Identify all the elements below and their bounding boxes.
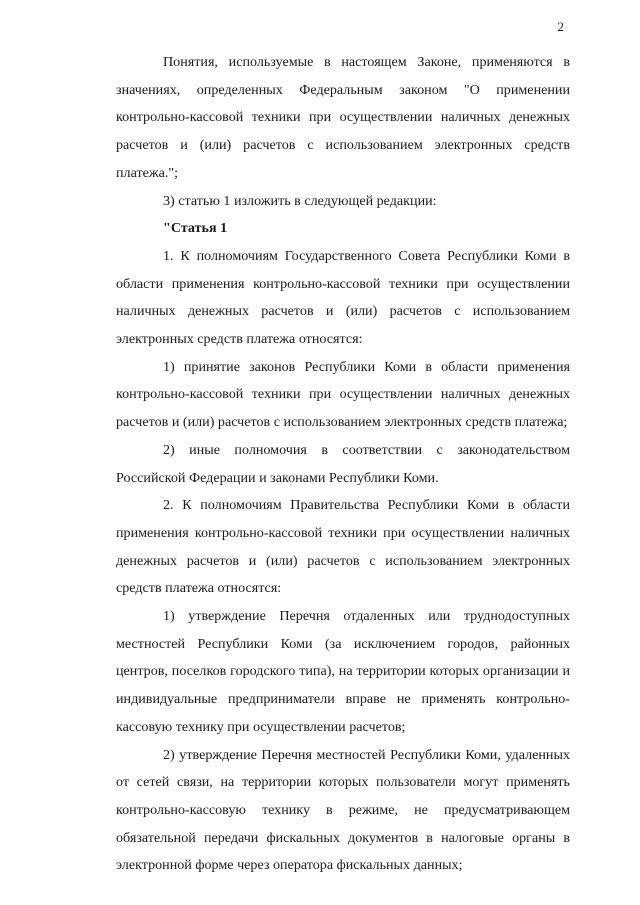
paragraph-government-powers: 2. К полномочиям Правительства Республики Коми в области применения контрольно-кассовой техники при осуществлении наличных денежных расчетов и (или) расчетов с использованием электронных средств платежа относятся:	[116, 497, 570, 597]
paragraph-state-council-powers: 1. К полномочиям Государственного Совета Республики Коми в области применения контрольно-кассовой техники при осуществлении наличных денежных расчетов и (или) расчетов с использованием электронных средств платежа относятся:	[116, 247, 570, 348]
article-heading: "Статья 1	[163, 220, 228, 237]
paragraph-council-item-2: 2) иные полномочия в соответствии с законодательством Российской Федерации и законами Республики Коми.	[116, 441, 570, 486]
document-body	[116, 49, 570, 880]
paragraph-government-item-1: 1) утверждение Перечня отдаленных или труднодоступных местностей Республики Коми (за исключением городов, районных центров, поселков городского типа), на территории которых организации и индивидуальные предприниматели вправе не применять контрольно-кассовую технику при осуществлении расчетов;	[116, 608, 570, 735]
paragraph-government-item-2: 2) утверждение Перечня местностей Республики Коми, удаленных от сетей связи, на территории которых пользователи могут применять контрольно-кассовую технику в режиме, не предусматривающем обязательной передачи фискальных документов в налоговые органы в электронной форме через оператора фискальных данных;	[116, 746, 570, 874]
paragraph-definitions: Понятия, используемые в настоящем Законе, применяются в значениях, определенных Федеральным законом "О применении контрольно-кассовой техники при осуществлении наличных денежных расчетов и (или) расчетов с использованием электронных средств платежа.";	[116, 54, 570, 181]
page-number: 2	[557, 19, 564, 34]
paragraph-council-item-1: 1) принятие законов Республики Коми в области применения контрольно-кассовой техники при осуществлении наличных денежных расчетов и (или) расчетов с использованием электронных средств платежа;	[116, 358, 570, 431]
paragraph-article-amendment: 3) статью 1 изложить в следующей редакции:	[163, 192, 437, 209]
